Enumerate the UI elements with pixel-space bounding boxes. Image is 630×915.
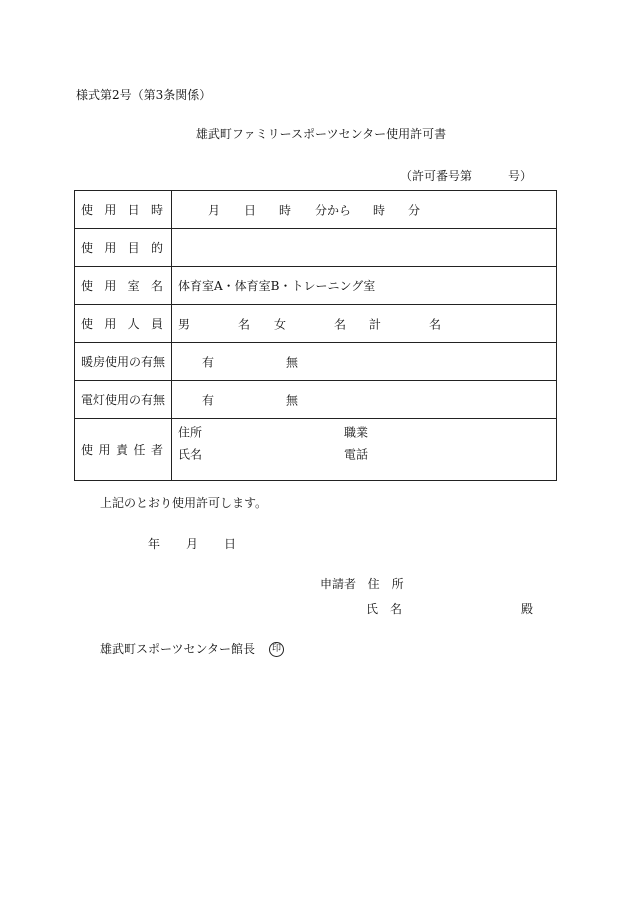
- label-lighting: [75, 381, 172, 419]
- permit-number: [400, 167, 532, 184]
- form-number: 様式第2号（第3条関係）: [76, 88, 212, 102]
- name-label: 氏名: [178, 447, 203, 462]
- hour-to-label: 時: [373, 203, 386, 217]
- heating-yes[interactable]: 有: [202, 355, 215, 369]
- label-char: 使: [81, 317, 94, 331]
- label-char: 用: [98, 443, 111, 457]
- row-lighting: [75, 381, 557, 419]
- permit-table: [74, 190, 557, 481]
- female-label: 女: [274, 317, 287, 331]
- male-label: 男: [178, 317, 191, 331]
- day-label: 日: [244, 203, 257, 217]
- label-char: 使: [81, 443, 94, 457]
- minute-from-label: 分から: [315, 203, 352, 217]
- applicant-name-row: [366, 600, 402, 617]
- label-char: 室: [127, 279, 140, 293]
- label-char: 的: [150, 241, 163, 255]
- value-room-name[interactable]: [172, 267, 557, 305]
- year-label: 年: [148, 537, 161, 551]
- document-title: 雄武町ファミリースポーツセンター使用許可書: [195, 127, 447, 141]
- label-char: 者: [150, 443, 163, 457]
- label-char: 員: [150, 317, 163, 331]
- applicant-label: 申請者: [320, 577, 357, 591]
- phone-label: 電話: [344, 447, 369, 462]
- label-char: 用: [104, 317, 117, 331]
- applicant-address-label: 住 所: [367, 577, 404, 591]
- label-char: 使: [81, 241, 94, 255]
- lighting-label-text: 電灯使用の有無: [81, 393, 166, 407]
- male-unit: 名: [238, 317, 251, 331]
- approval-statement: 上記のとおり使用許可します。: [100, 496, 268, 510]
- month-label: 月: [186, 537, 199, 551]
- label-usage-datetime: [75, 191, 172, 229]
- female-unit: 名: [334, 317, 347, 331]
- row-heating: [75, 343, 557, 381]
- value-usage-purpose[interactable]: [172, 229, 557, 267]
- hour-label: 時: [279, 203, 292, 217]
- label-char: 用: [104, 203, 117, 217]
- director-signature-line: [100, 640, 284, 657]
- total-unit: 名: [429, 317, 442, 331]
- value-attendees[interactable]: [172, 305, 557, 343]
- value-usage-datetime[interactable]: [172, 191, 557, 229]
- label-attendees: [75, 305, 172, 343]
- label-char: 時: [150, 203, 163, 217]
- total-label: 計: [369, 317, 382, 331]
- room-name-text: 体育室A・体育室B・トレーニング室: [178, 279, 376, 293]
- label-char: 日: [127, 203, 140, 217]
- label-char: 使: [81, 279, 94, 293]
- value-lighting[interactable]: [172, 381, 557, 419]
- label-responsible-person: [75, 419, 172, 481]
- label-char: 目: [127, 241, 140, 255]
- row-usage-datetime: [75, 191, 557, 229]
- month-label: 月: [208, 203, 221, 217]
- minute-to-label: 分: [408, 203, 421, 217]
- label-char: 用: [104, 279, 117, 293]
- permit-number-suffix: 号）: [507, 169, 532, 183]
- director-title: 雄武町スポーツセンター館長: [100, 642, 256, 656]
- row-responsible-person: [75, 419, 557, 481]
- label-usage-purpose: [75, 229, 172, 267]
- value-heating[interactable]: [172, 343, 557, 381]
- seal-icon: 印: [269, 642, 284, 657]
- applicant-name-label: 氏 名: [366, 602, 403, 616]
- approval-date: [148, 535, 236, 552]
- label-char: 責: [115, 443, 128, 457]
- value-responsible-person[interactable]: [172, 419, 557, 481]
- row-attendees: [75, 305, 557, 343]
- label-char: 人: [127, 317, 140, 331]
- label-room-name: [75, 267, 172, 305]
- applicant-address-row: [320, 575, 404, 592]
- label-heating: [75, 343, 172, 381]
- lighting-yes[interactable]: 有: [202, 393, 215, 407]
- row-room-name: [75, 267, 557, 305]
- lighting-no[interactable]: 無: [286, 393, 299, 407]
- day-label: 日: [224, 537, 237, 551]
- honorific: 殿: [521, 602, 534, 616]
- label-char: 用: [104, 241, 117, 255]
- heating-no[interactable]: 無: [286, 355, 299, 369]
- row-usage-purpose: [75, 229, 557, 267]
- label-char: 名: [150, 279, 163, 293]
- label-char: 任: [133, 443, 146, 457]
- occupation-label: 職業: [344, 425, 369, 440]
- permit-number-prefix: （許可番号第: [399, 169, 472, 183]
- address-label: 住所: [178, 425, 203, 440]
- label-char: 使: [81, 203, 94, 217]
- heating-label-text: 暖房使用の有無: [81, 355, 166, 369]
